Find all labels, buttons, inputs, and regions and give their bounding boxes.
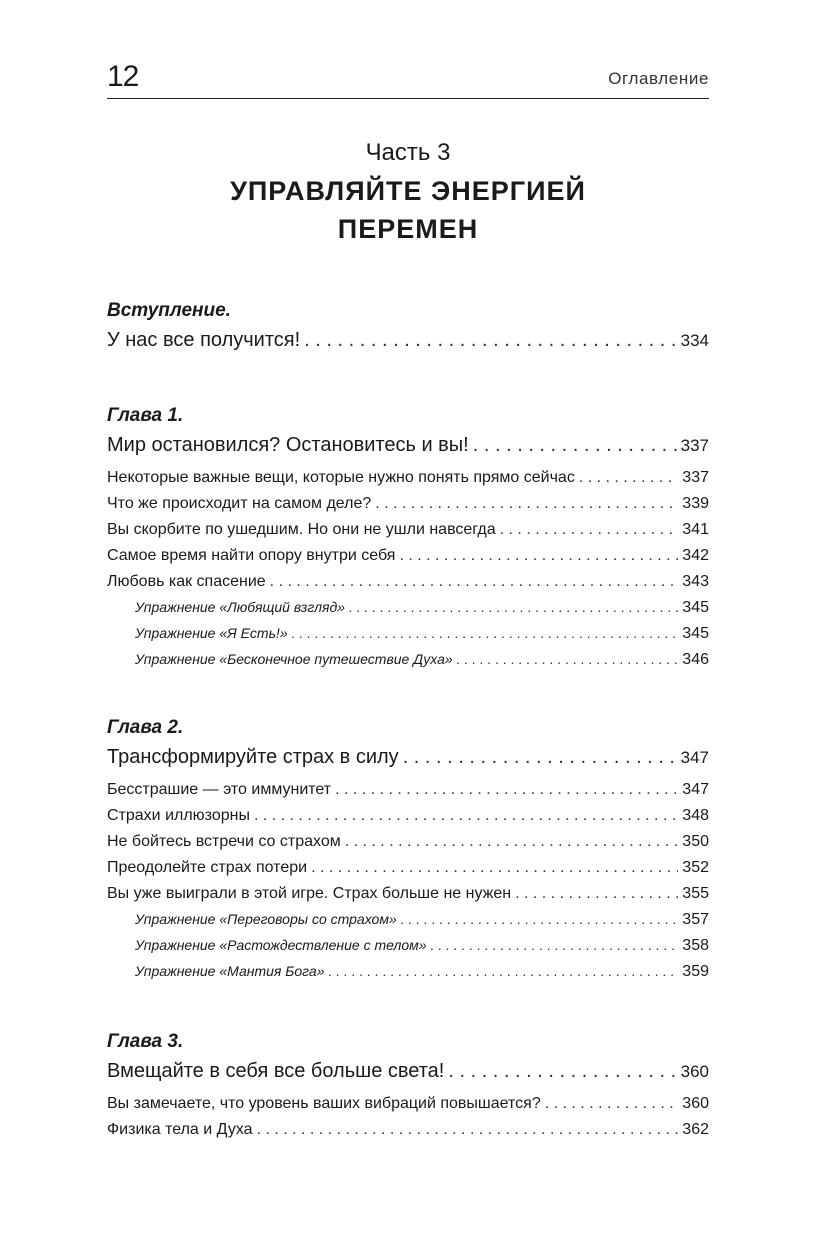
toc-entry-page: 345 bbox=[682, 625, 709, 642]
toc-entry-title: Преодолейте страх потери bbox=[107, 859, 308, 876]
toc-entry-title: Вы скорбите по ушедшим. Но они не ушли навсегда bbox=[107, 521, 496, 538]
running-title: Оглавление bbox=[608, 69, 709, 88]
dot-leader bbox=[345, 831, 679, 853]
intro-label: Вступление. bbox=[107, 300, 231, 321]
toc-entry-page: 346 bbox=[682, 651, 709, 668]
toc-exercise-entry[interactable] bbox=[135, 649, 709, 670]
toc-entry-page: 334 bbox=[680, 331, 709, 350]
chapter1-label: Глава 1. bbox=[107, 405, 184, 426]
toc-entry-page: 337 bbox=[682, 469, 709, 486]
dot-leader bbox=[401, 909, 679, 929]
chapter3-label: Глава 3. bbox=[107, 1031, 184, 1052]
toc-entry[interactable] bbox=[107, 831, 709, 853]
dot-leader bbox=[304, 327, 676, 353]
dot-leader bbox=[329, 961, 679, 981]
dot-leader bbox=[515, 883, 678, 905]
toc-entry-title: Вмещайте в себя все больше света! bbox=[107, 1060, 445, 1082]
toc-entry-page: 360 bbox=[682, 1095, 709, 1112]
toc-entry-page: 339 bbox=[682, 495, 709, 512]
page-number: 12 bbox=[107, 60, 139, 93]
part-title-line: УПРАВЛЯЙТЕ ЭНЕРГИЕЙ bbox=[230, 176, 586, 206]
toc-entry-page: 360 bbox=[680, 1062, 709, 1081]
toc-exercise-entry[interactable] bbox=[135, 909, 709, 930]
toc-entry-page: 337 bbox=[680, 436, 709, 455]
toc-entry-page: 345 bbox=[682, 599, 709, 616]
book-page bbox=[107, 0, 709, 1252]
toc-entry-title: Упражнение «Любящий взгляд» bbox=[135, 599, 345, 615]
toc-entry-title: Самое время найти опору внутри себя bbox=[107, 547, 396, 564]
toc-entry-title: Упражнение «Бесконечное путешествие Духа» bbox=[135, 651, 453, 667]
toc-entry-title: У нас все получится! bbox=[107, 329, 301, 351]
toc-exercise-entry[interactable] bbox=[135, 935, 709, 956]
dot-leader bbox=[270, 571, 679, 593]
part-title-line: ПЕРЕМЕН bbox=[337, 214, 479, 244]
part-label: Часть 3 bbox=[365, 139, 451, 166]
toc-entry-page: 342 bbox=[682, 547, 709, 564]
toc-entry-title: Что же происходит на самом деле? bbox=[107, 495, 372, 512]
toc-entry[interactable] bbox=[107, 467, 709, 489]
toc-entry-title: Мир остановился? Остановитесь и вы! bbox=[107, 434, 469, 456]
toc-entry[interactable] bbox=[107, 571, 709, 593]
toc-entry-title: Вы замечаете, что уровень ваших вибраций повышается? bbox=[107, 1095, 541, 1112]
dot-leader bbox=[399, 545, 678, 567]
dot-leader bbox=[500, 519, 679, 541]
toc-entry-chapter3[interactable] bbox=[107, 1058, 709, 1085]
toc-entry-page: 362 bbox=[682, 1121, 709, 1138]
dot-leader bbox=[257, 1119, 679, 1141]
toc-entry-intro[interactable] bbox=[107, 327, 709, 354]
toc-entry[interactable] bbox=[107, 1093, 709, 1115]
part-title bbox=[107, 172, 709, 248]
dot-leader bbox=[473, 432, 677, 458]
toc-entry-title: Трансформируйте страх в силу bbox=[107, 746, 399, 768]
toc-entry-title: Упражнение «Я Есть!» bbox=[135, 625, 288, 641]
dot-leader bbox=[311, 857, 678, 879]
toc-entry[interactable] bbox=[107, 779, 709, 801]
dot-leader bbox=[448, 1058, 676, 1084]
page-header bbox=[107, 58, 709, 100]
toc-entry-page: 352 bbox=[682, 859, 709, 876]
dot-leader bbox=[335, 779, 678, 801]
toc-entry[interactable] bbox=[107, 545, 709, 567]
toc-entry-page: 355 bbox=[682, 885, 709, 902]
toc-entry-chapter2[interactable] bbox=[107, 744, 709, 771]
dot-leader bbox=[375, 493, 678, 515]
toc-entry-chapter1[interactable] bbox=[107, 432, 709, 459]
dot-leader bbox=[403, 744, 677, 770]
toc-entry-title: Страхи иллюзорны bbox=[107, 807, 250, 824]
dot-leader bbox=[431, 935, 679, 955]
toc-entry[interactable] bbox=[107, 883, 709, 905]
toc-entry-page: 350 bbox=[682, 833, 709, 850]
chapter2-label: Глава 2. bbox=[107, 717, 184, 738]
toc-entry-title: Не бойтесь встречи со страхом bbox=[107, 833, 341, 850]
toc-entry-page: 358 bbox=[682, 937, 709, 954]
dot-leader bbox=[292, 623, 679, 643]
toc-exercise-entry[interactable] bbox=[135, 623, 709, 644]
dot-leader bbox=[579, 467, 678, 489]
toc-entry-page: 347 bbox=[680, 748, 709, 767]
toc-entry-page: 348 bbox=[682, 807, 709, 824]
toc-exercise-entry[interactable] bbox=[135, 961, 709, 982]
toc-entry-page: 359 bbox=[682, 963, 709, 980]
toc-entry-title: Упражнение «Растождествление с телом» bbox=[135, 937, 427, 953]
toc-entry[interactable] bbox=[107, 493, 709, 515]
toc-entry-title: Вы уже выиграли в этой игре. Страх больше не нужен bbox=[107, 885, 512, 902]
toc-entry-page: 341 bbox=[682, 521, 709, 538]
toc-entry-title: Бесстрашие — это иммунитет bbox=[107, 781, 332, 798]
toc-entry-title: Некоторые важные вещи, которые нужно понять прямо сейчас bbox=[107, 469, 575, 486]
toc-entry-page: 357 bbox=[682, 911, 709, 928]
dot-leader bbox=[254, 805, 678, 827]
toc-entry[interactable] bbox=[107, 519, 709, 541]
dot-leader bbox=[457, 649, 679, 669]
toc-entry[interactable] bbox=[107, 805, 709, 827]
toc-exercise-entry[interactable] bbox=[135, 597, 709, 618]
toc-entry-title: Упражнение «Мантия Бога» bbox=[135, 963, 325, 979]
header-divider bbox=[107, 98, 709, 99]
toc-entry[interactable] bbox=[107, 857, 709, 879]
toc-entry-title: Физика тела и Духа bbox=[107, 1121, 253, 1138]
toc-entry-title: Упражнение «Переговоры со страхом» bbox=[135, 911, 397, 927]
toc-entry-page: 343 bbox=[682, 573, 709, 590]
dot-leader bbox=[349, 597, 678, 617]
toc-entry-title: Любовь как спасение bbox=[107, 573, 266, 590]
toc-entry[interactable] bbox=[107, 1119, 709, 1141]
toc-entry-page: 347 bbox=[682, 781, 709, 798]
dot-leader bbox=[545, 1093, 679, 1115]
